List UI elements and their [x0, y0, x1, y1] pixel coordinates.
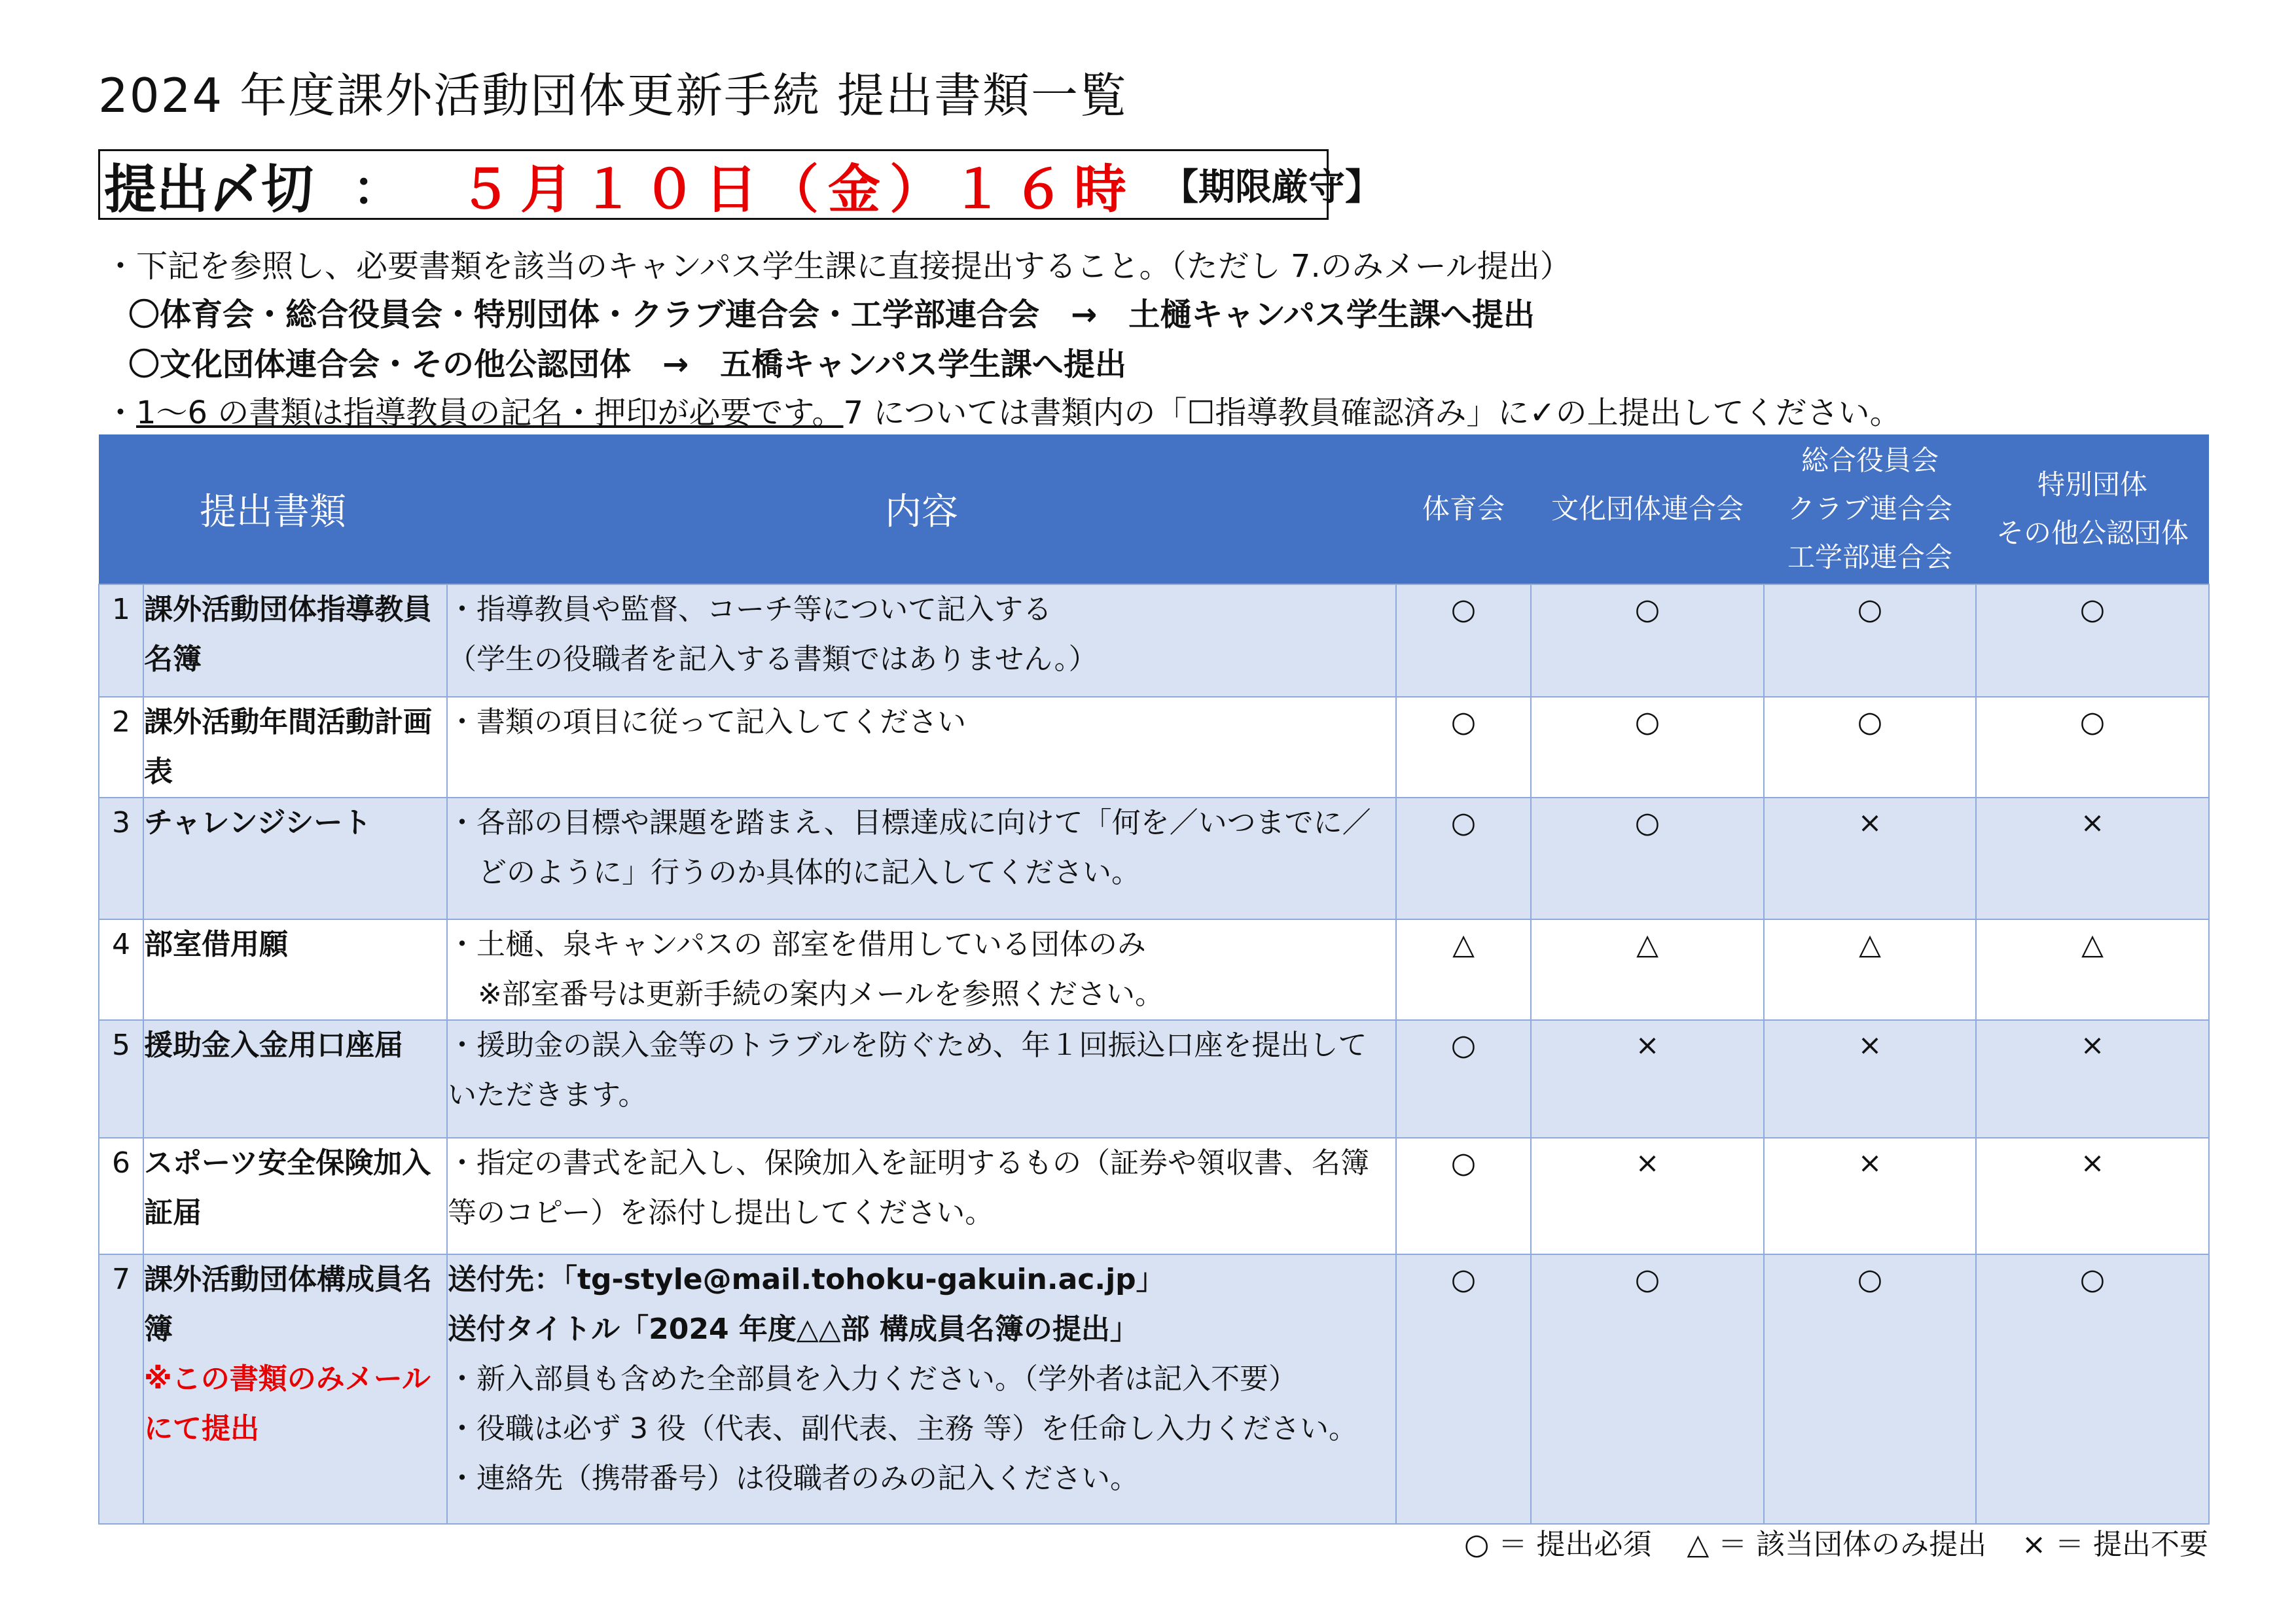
header-document: 提出書類: [99, 434, 447, 584]
page-title: 2024 年度課外活動団体更新手続 提出書類一覧: [98, 68, 1128, 123]
row-number: 2: [99, 697, 143, 798]
table-row: [99, 1138, 2209, 1254]
deadline-colon: ：: [353, 161, 401, 216]
content-line: ・新入部員も含めた全部員を入力ください。（学外者は記入不要）: [448, 1362, 1297, 1396]
mark-col3: ○: [1764, 697, 1976, 798]
header-col4-line2: その他公認団体: [1996, 517, 2189, 549]
content-line: ・指導教員や監督、コーチ等について記入する: [448, 593, 1052, 626]
table-row: [99, 1254, 2209, 1524]
email-only-note: ※この書類のみメールにて提出: [144, 1362, 431, 1445]
mark-col3: ×: [1764, 1138, 1976, 1254]
row-number: 7: [99, 1254, 143, 1524]
row-document-name: 部室借用願: [143, 919, 447, 1020]
deadline-date: ５月１０日（金）１６時: [459, 158, 1136, 220]
mark-col3: ×: [1764, 798, 1976, 919]
content-line-email: 送付先：「tg-style@mail.tohoku-gakuin.ac.jp」: [448, 1263, 1165, 1296]
row-content: [447, 919, 1396, 1020]
header-col3-line2: クラブ連合会: [1787, 493, 1952, 525]
mark-col4: ○: [1976, 584, 2209, 697]
table-row: [99, 798, 2209, 919]
table-row: [99, 919, 2209, 1020]
mark-col1: ○: [1396, 1254, 1531, 1524]
deadline-box: [98, 149, 1382, 220]
documents-table: [98, 434, 2210, 1525]
content-line: いただきます。: [448, 1078, 647, 1112]
mark-col4: ×: [1976, 798, 2209, 919]
mark-col4: △: [1976, 919, 2209, 1020]
row-document-name: 課外活動年間活動計画表: [143, 697, 447, 798]
row-document-name: チャレンジシート: [143, 798, 447, 919]
legend-conditional: △ ＝ 該当団体のみ提出: [1687, 1528, 1987, 1561]
content-line: ・書類の項目に従って記入してください: [448, 705, 966, 739]
row-number: 1: [99, 584, 143, 697]
row-content: [447, 584, 1396, 697]
row-document-name: 援助金入金用口座届: [143, 1020, 447, 1138]
content-line: 等のコピー）を添付し提出してください。: [448, 1196, 994, 1229]
header-col1: 体育会: [1396, 434, 1531, 584]
row-document-name: スポーツ安全保険加入証届: [143, 1138, 447, 1254]
legend: [1438, 1521, 2208, 1562]
mark-col3: ○: [1764, 584, 1976, 697]
mark-col1: ○: [1396, 798, 1531, 919]
row-number: 3: [99, 798, 143, 919]
content-line-subject: 送付タイトル「2024 年度△△部 構成員名簿の提出」: [448, 1313, 1139, 1346]
header-col3-line3: 工学部連合会: [1787, 541, 1952, 573]
mark-col2: ×: [1531, 1138, 1764, 1254]
mark-col1: ○: [1396, 1138, 1531, 1254]
content-line: ・各部の目標や課題を踏まえ、目標達成に向けて「何を／いつまでに／: [448, 806, 1371, 839]
table-row: [99, 584, 2209, 697]
content-line: ・土樋、泉キャンパスの 部室を借用している団体のみ: [448, 928, 1146, 961]
content-line: ・援助金の誤入金等のトラブルを防ぐため、年１回振込口座を提出して: [448, 1029, 1367, 1062]
instruction-line-2: 〇体育会・総合役員会・特別団体・クラブ連合会・工学部連合会 → 土樋キャンパス学生課へ提出: [128, 296, 1535, 333]
content-line: ・役職は必ず 3 役（代表、副代表、主務 等）を任命し入力ください。: [448, 1412, 1357, 1445]
header-content: 内容: [447, 434, 1396, 584]
instruction-line-1: ・下記を参照し、必要書類を該当のキャンパス学生課に直接提出すること。（ただし 7.のみメール提出）: [105, 248, 1571, 285]
row-number: 4: [99, 919, 143, 1020]
table-row: [99, 697, 2209, 798]
mark-col3: ○: [1764, 1254, 1976, 1524]
instruction-line-4-rest: 7 については書類内の「☐指導教員確認済み」に✓の上提出してください。: [843, 395, 1901, 431]
row-content: [447, 697, 1396, 798]
content-line: どのように」行うのか具体的に記入してください。: [478, 856, 1140, 889]
row-content: [447, 1020, 1396, 1138]
mark-col4: ○: [1976, 697, 2209, 798]
mark-col4: ○: [1976, 1254, 2209, 1524]
mark-col1: △: [1396, 919, 1531, 1020]
header-col2: 文化団体連合会: [1531, 434, 1764, 584]
table-row: [99, 1020, 2209, 1138]
content-line: ・連絡先（携帯番号）は役職者のみの記入ください。: [448, 1462, 1139, 1495]
row-number: 6: [99, 1138, 143, 1254]
header-col4-line1: 特別団体: [2037, 468, 2147, 501]
mark-col1: ○: [1396, 697, 1531, 798]
mark-col4: ×: [1976, 1020, 2209, 1138]
row-content: [447, 1254, 1396, 1524]
mark-col3: ×: [1764, 1020, 1976, 1138]
instruction-line-4-prefix: ・: [105, 395, 137, 431]
content-line: （学生の役職者を記入する書類ではありません。）: [448, 643, 1098, 676]
mark-col2: ×: [1531, 1020, 1764, 1138]
content-line: ※部室番号は更新手続の案内メールを参照ください。: [478, 978, 1164, 1011]
header-col4: [1976, 434, 2209, 584]
mark-col2: ○: [1531, 1254, 1764, 1524]
header-col3: [1764, 434, 1976, 584]
header-col3-line1: 総合役員会: [1801, 444, 1939, 476]
row-document-name: 課外活動団体指導教員名簿: [143, 584, 447, 697]
legend-required: ○ ＝ 提出必須: [1463, 1528, 1652, 1561]
row-document-name: [143, 1254, 447, 1524]
table-header-row: [99, 434, 2209, 584]
row-content: [447, 798, 1396, 919]
mark-col3: △: [1764, 919, 1976, 1020]
legend-not-required: × ＝ 提出不要: [2022, 1528, 2208, 1561]
deadline-label: 提出〆切: [104, 158, 314, 220]
instruction-line-3: 〇文化団体連合会・その他公認団体 → 五橋キャンパス学生課へ提出: [128, 346, 1126, 383]
mark-col2: ○: [1531, 584, 1764, 697]
instruction-line-4-underlined: 1～6 の書類は指導教員の記名・押印が必要です。: [136, 395, 844, 431]
mark-col2: ○: [1531, 798, 1764, 919]
deadline-strict-note: 【期限厳守】: [1162, 166, 1382, 209]
mark-col1: ○: [1396, 584, 1531, 697]
row-document-name-text: 課外活動団体構成員名簿: [144, 1263, 432, 1346]
row-content: [447, 1138, 1396, 1254]
instruction-line-4: [105, 387, 1901, 432]
content-line: ・指定の書式を記入し、保険加入を証明するもの（証券や領収書、名簿: [448, 1146, 1369, 1180]
mark-col2: △: [1531, 919, 1764, 1020]
mark-col4: ×: [1976, 1138, 2209, 1254]
mark-col2: ○: [1531, 697, 1764, 798]
row-number: 5: [99, 1020, 143, 1138]
mark-col1: ○: [1396, 1020, 1531, 1138]
